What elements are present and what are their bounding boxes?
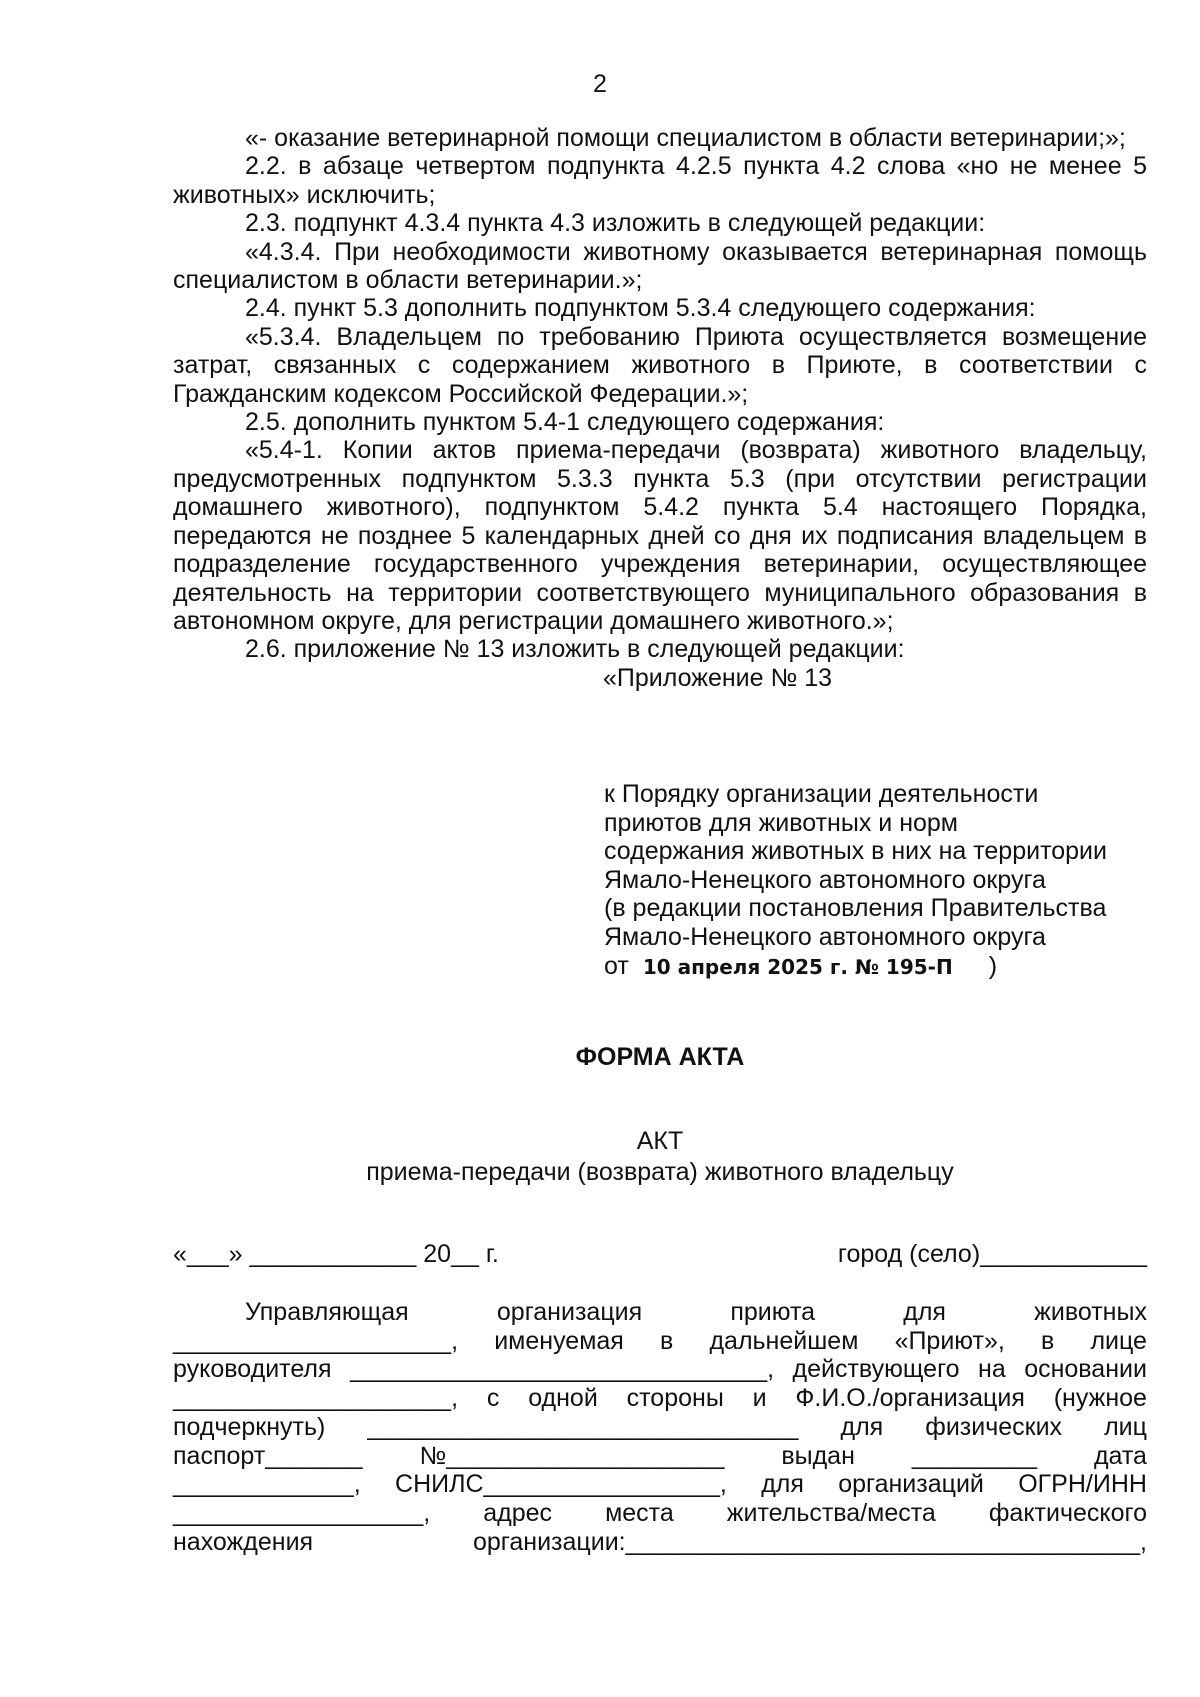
appendix-line: (в редакции постановления Правительства xyxy=(604,894,1107,923)
amendment-text xyxy=(173,124,1147,692)
act-form-word: в xyxy=(660,1326,674,1355)
act-form-word: _________ xyxy=(911,1441,1037,1470)
act-form-line xyxy=(173,1355,1147,1384)
edition-date-prefix: от xyxy=(604,951,629,980)
act-form-word: _______________________________ xyxy=(367,1412,799,1441)
act-form-word: организаций xyxy=(838,1470,984,1499)
act-form-line xyxy=(173,1528,1147,1557)
edition-date: 10 апреля 2025 г. № 195-П xyxy=(642,954,953,979)
act-title-block xyxy=(0,1126,1200,1188)
page-number: 2 xyxy=(593,70,607,98)
appendix-line: Ямало-Ненецкого автономного округа xyxy=(604,865,1046,894)
act-form-word: физических xyxy=(925,1412,1063,1441)
act-subtitle: приема-передачи (возврата) животного владельцу xyxy=(366,1158,954,1186)
act-form-word: фактического xyxy=(988,1498,1147,1527)
paragraph-5-4-1: «5.4-1. Копии актов приема-передачи (возврата) животного владельцу, предусмотренных подпунктом 5.3.3 пункта 5.3 (при отсутствии регистрации домашнего животного), подпунктом 5.4.2 пункта 5.4 настоящего Порядка, передаются не позднее 5 календарных дней со дня их подписания владельцем в подразделение государственного учреждения ветеринарии, осуществляющее деятельность на территории соответствующего муниципального образования в автономном округе, для регистрации домашнего животного.»; xyxy=(173,436,1147,635)
act-form-word: жительства/места xyxy=(726,1498,936,1527)
act-title: АКТ xyxy=(636,1127,684,1155)
act-form-word: основании xyxy=(1024,1355,1147,1384)
act-form-word: _____________, xyxy=(173,1470,361,1499)
act-form-word: и xyxy=(752,1384,767,1413)
act-form-word: для xyxy=(903,1298,946,1326)
act-form-word: __________________, xyxy=(173,1498,431,1527)
paragraph-2-5: 2.5. дополнить пунктом 5.4-1 следующего содержания: xyxy=(245,408,885,437)
act-form-word: для xyxy=(840,1412,884,1441)
act-form-word: с xyxy=(486,1384,500,1413)
act-form-word: ____________________, xyxy=(173,1384,459,1413)
paragraph-2-6: 2.6. приложение № 13 изложить в следующей редакции: xyxy=(245,635,905,664)
paragraph-2-2: 2.2. в абзаце четвертом подпункта 4.2.5 пункта 4.2 слова «но не менее 5 животных» исключить; xyxy=(173,152,1147,209)
act-form-word: места xyxy=(605,1498,674,1527)
act-form-body xyxy=(173,1298,1147,1556)
act-form-word: «Приют», xyxy=(894,1326,1005,1355)
appendix-line: к Порядку организации деятельности xyxy=(604,780,1039,808)
edition-date-suffix: ) xyxy=(988,951,998,980)
act-form-word: СНИЛС_________________, xyxy=(395,1470,727,1499)
act-form-word: именуемая xyxy=(494,1326,624,1355)
act-form-line xyxy=(173,1413,1147,1442)
paragraph-2-3: 2.3. подпункт 4.3.4 пункта 4.3 изложить в следующей редакции: xyxy=(245,209,986,238)
act-form-word: адрес xyxy=(483,1498,553,1527)
act-form-word: одной xyxy=(528,1384,598,1413)
act-city-field: город (село)____________ xyxy=(837,1240,1147,1268)
act-form-word: организация xyxy=(496,1298,643,1326)
edition-date-line xyxy=(604,952,1107,982)
act-form-word: Ф.И.О./организация xyxy=(795,1384,1025,1413)
paragraph-vet-help: «- оказание ветеринарной помощи специалистом в области ветеринарии;»; xyxy=(245,124,1126,152)
act-form-word: Управляющая xyxy=(245,1298,409,1326)
act-form-word: паспорт_______ xyxy=(173,1441,363,1470)
act-form-line xyxy=(173,1470,1147,1499)
act-form-word: нахождения xyxy=(173,1527,314,1556)
act-form-word: выдан xyxy=(781,1441,855,1470)
act-form-word: руководителя xyxy=(173,1355,332,1384)
act-form-line xyxy=(173,1327,1147,1356)
act-form-line xyxy=(173,1298,1147,1327)
act-form-word: №____________________ xyxy=(419,1441,725,1470)
appendix-line: содержания животных в них на территории xyxy=(604,837,1107,866)
appendix-line: приютов для животных и норм xyxy=(604,808,958,837)
act-form-line xyxy=(173,1499,1147,1528)
act-form-word: организации:_____________________________________, xyxy=(473,1527,1147,1556)
appendix-title: «Приложение № 13 xyxy=(603,663,833,692)
act-form-word: дальнейшем xyxy=(709,1326,859,1355)
paragraph-4-3-4: «4.3.4. При необходимости животному оказывается ветеринарная помощь специалистом в области ветеринарии.»; xyxy=(173,237,1147,295)
act-form-word: животных xyxy=(1034,1298,1147,1326)
act-form-word: лиц xyxy=(1104,1412,1147,1441)
act-form-word: лице xyxy=(1090,1326,1147,1355)
paragraph-2-4: 2.4. пункт 5.3 дополнить подпунктом 5.3.4 следующего содержания: xyxy=(245,294,1036,323)
act-form-word: в xyxy=(1040,1326,1055,1355)
act-form-word: дата xyxy=(1093,1441,1147,1470)
act-form-word: на xyxy=(978,1355,1006,1384)
act-form-word: (нужное xyxy=(1053,1384,1147,1413)
act-form-word: для xyxy=(761,1470,804,1499)
act-form-word: ____________________, xyxy=(173,1326,459,1355)
act-date-field: «___» ____________ 20__ г. xyxy=(173,1240,499,1268)
act-form-line xyxy=(173,1442,1147,1471)
act-form-word: стороны xyxy=(626,1384,724,1413)
paragraph-5-3-4: «5.3.4. Владельцем по требованию Приюта осуществляется возмещение затрат, связанных с содержанием животного в Приюте, в соответствии с Гражданским кодексом Российской Федерации.»; xyxy=(173,322,1147,408)
act-form-word: ______________________________, xyxy=(349,1355,775,1384)
act-form-word: действующего xyxy=(792,1355,960,1384)
appendix-caption xyxy=(604,780,1107,981)
act-form-word: приюта xyxy=(730,1298,816,1326)
form-heading: ФОРМА АКТА xyxy=(575,1043,745,1071)
act-form-word: подчеркнуть) xyxy=(173,1412,326,1441)
appendix-line: Ямало-Ненецкого автономного округа xyxy=(604,922,1046,951)
act-form-line xyxy=(173,1384,1147,1413)
act-form-word: ОГРН/ИНН xyxy=(1018,1470,1147,1499)
